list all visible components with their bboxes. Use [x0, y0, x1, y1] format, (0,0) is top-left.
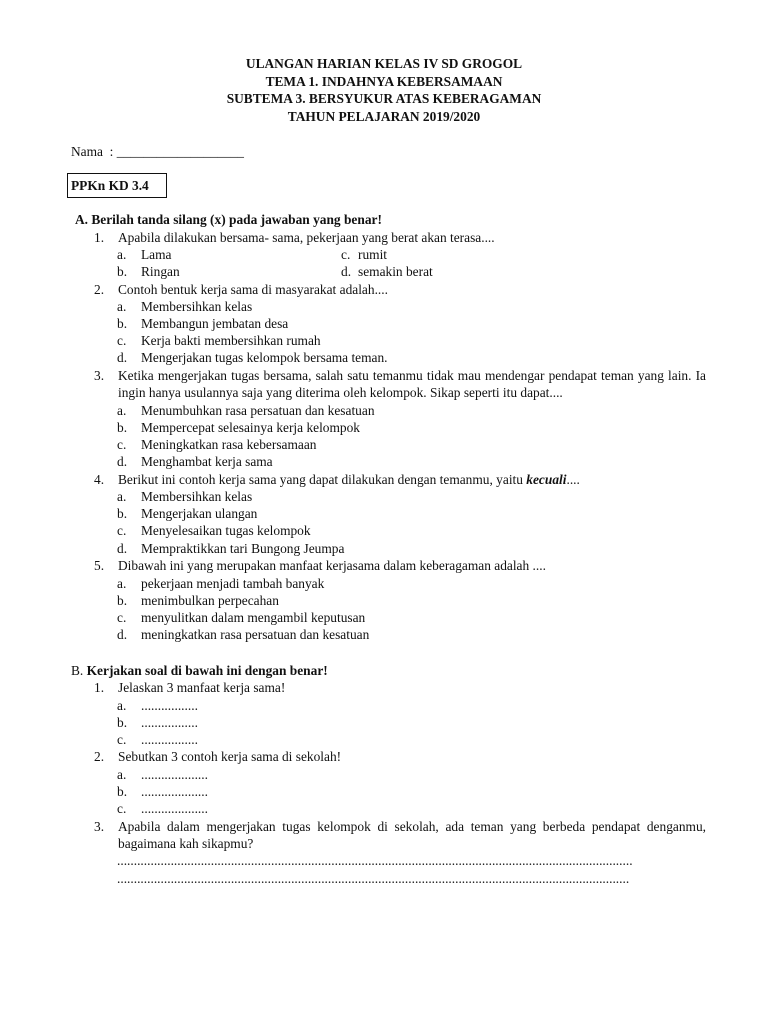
question-b1 — [94, 679, 706, 696]
section-a-title: A. Berilah tanda silang (x) pada jawaban yang benar! — [75, 212, 382, 227]
kd-label-box: PPKn KD 3.4 — [67, 173, 167, 198]
header-line-1: ULANGAN HARIAN KELAS IV SD GROGOL — [245, 56, 523, 71]
question-text: Apabila dilakukan bersama- sama, pekerjaan yang berat akan terasa.... — [118, 230, 495, 245]
name-blank: ___________________ — [116, 144, 244, 159]
answer-b3-line-1[interactable]: .......................................................................................................................................................... — [117, 853, 633, 868]
exam-header — [0, 55, 768, 125]
question-text: Berikut ini contoh kerja sama yang dapat dilakukan dengan temanmu, yaitu kecuali.... — [118, 472, 580, 487]
name-field — [71, 143, 244, 160]
question-text: Sebutkan 3 contoh kerja sama di sekolah! — [118, 749, 342, 764]
question-number: 4. — [94, 472, 105, 487]
question-text: Jelaskan 3 manfaat kerja sama! — [118, 680, 286, 695]
question-number: 2. — [94, 282, 105, 297]
question-number: 2. — [94, 749, 105, 764]
header-line-4: TAHUN PELAJARAN 2019/2020 — [287, 108, 481, 124]
answer-b3-line-2[interactable]: ......................................................................................................................................................... — [117, 871, 630, 886]
question-a5 — [94, 557, 706, 574]
section-b-title: B. Kerjakan soal di bawah ini dengan benar! — [71, 663, 328, 678]
question-a2 — [94, 281, 706, 298]
question-a4 — [94, 471, 706, 488]
question-text: Dibawah ini yang merupakan manfaat kerjasama dalam keberagaman adalah .... — [118, 558, 546, 573]
question-number: 1. — [94, 680, 105, 695]
question-a3 — [94, 367, 706, 401]
question-a1 — [94, 229, 706, 246]
name-label: Nama : — [71, 144, 117, 159]
question-text: Apabila dalam mengerjakan tugas kelompok di sekolah, ada teman yang berbeda pendapat denganmu, bagaimana kah sikapmu? — [118, 819, 706, 852]
question-number: 5. — [94, 558, 105, 573]
question-b3 — [94, 818, 706, 852]
question-text: Contoh bentuk kerja sama di masyarakat adalah.... — [118, 282, 388, 297]
exam-page: ULANGAN HARIAN KELAS IV SD GROGOL TEMA 1. INDAHNYA KEBERSAMAAN SUBTEMA 3. BERSYUKUR ATAS KEBERAGAMAN TAHUN PELAJARAN 2019/2020 Nama : ___________________ PPKn KD 3.4 A. Berilah tanda silang (x) pada jawaban yang benar! 1. Apabila dilakukan bersama- sama, pekerjaan yang berat akan terasa.... a. Lama c. rumit b. Ringan d. semakin berat 2. Contoh bentuk kerja sama di masyarakat adalah.... a. Membersihkan kelas b. Membangun jembatan desa c. Kerja bakti membersihkan rumah d. Mengerjakan tugas kelompok bersama teman. 3. Ketika mengerjakan tugas bersama, salah satu temanmu tidak mau mendengar pendapat teman yang lain. Ia ingin hanya usulannya saja yang diterima oleh kelompok. Sikap seperti itu dapat.... a. Menumbuhkan rasa persatuan dan kesatuan b. Mempercepat selesainya kerja kelompok c. Meningkatkan rasa kebersamaan d. Menghambat kerja sama 4. Berikut ini contoh kerja sama yang dapat dilakukan dengan temanmu, yaitu kecuali.... a. Membersihkan kelas b. Mengerjakan ulangan c. Menyelesaikan tugas kelompok d. Mempraktikkan tari Bungong Jeumpa 5. Dibawah ini yang merupakan manfaat kerjasama dalam keberagaman adalah .... a. pekerjaan menjadi tambah banyak b. menimbulkan perpecahan c. menyulitkan dalam mengambil keputusan d. meningkatkan rasa persatuan dan kesatuan B. Kerjakan soal di bawah ini dengan benar! 1. Jelaskan 3 manfaat kerja sama! a. ................. b. ................. c. ................. 2. Sebutkan 3 contoh kerja sama di sekolah! a. .................... b. .................... c. .................... 3. Apabila dalam mengerjakan tugas kelompok di sekolah, ada teman yang berbeda pendapat denganmu, bagaimana kah sikapmu? .......................................................................................................................................................... ......................................................................................................................................................... — [0, 0, 768, 1024]
question-number: 3. — [94, 819, 105, 834]
question-text: Ketika mengerjakan tugas bersama, salah satu temanmu tidak mau mendengar pendapat teman yang lain. Ia ingin hanya usulannya saja yang diterima oleh kelompok. Sikap seperti itu dapat.... — [118, 368, 706, 401]
header-line-3: SUBTEMA 3. BERSYUKUR ATAS KEBERAGAMAN — [226, 91, 542, 106]
question-b2 — [94, 748, 706, 765]
question-number: 1. — [94, 230, 105, 245]
emphasis-kecuali: kecuali — [526, 472, 567, 487]
header-line-2: TEMA 1. INDAHNYA KEBERSAMAAN — [265, 73, 503, 89]
question-number: 3. — [94, 368, 105, 383]
